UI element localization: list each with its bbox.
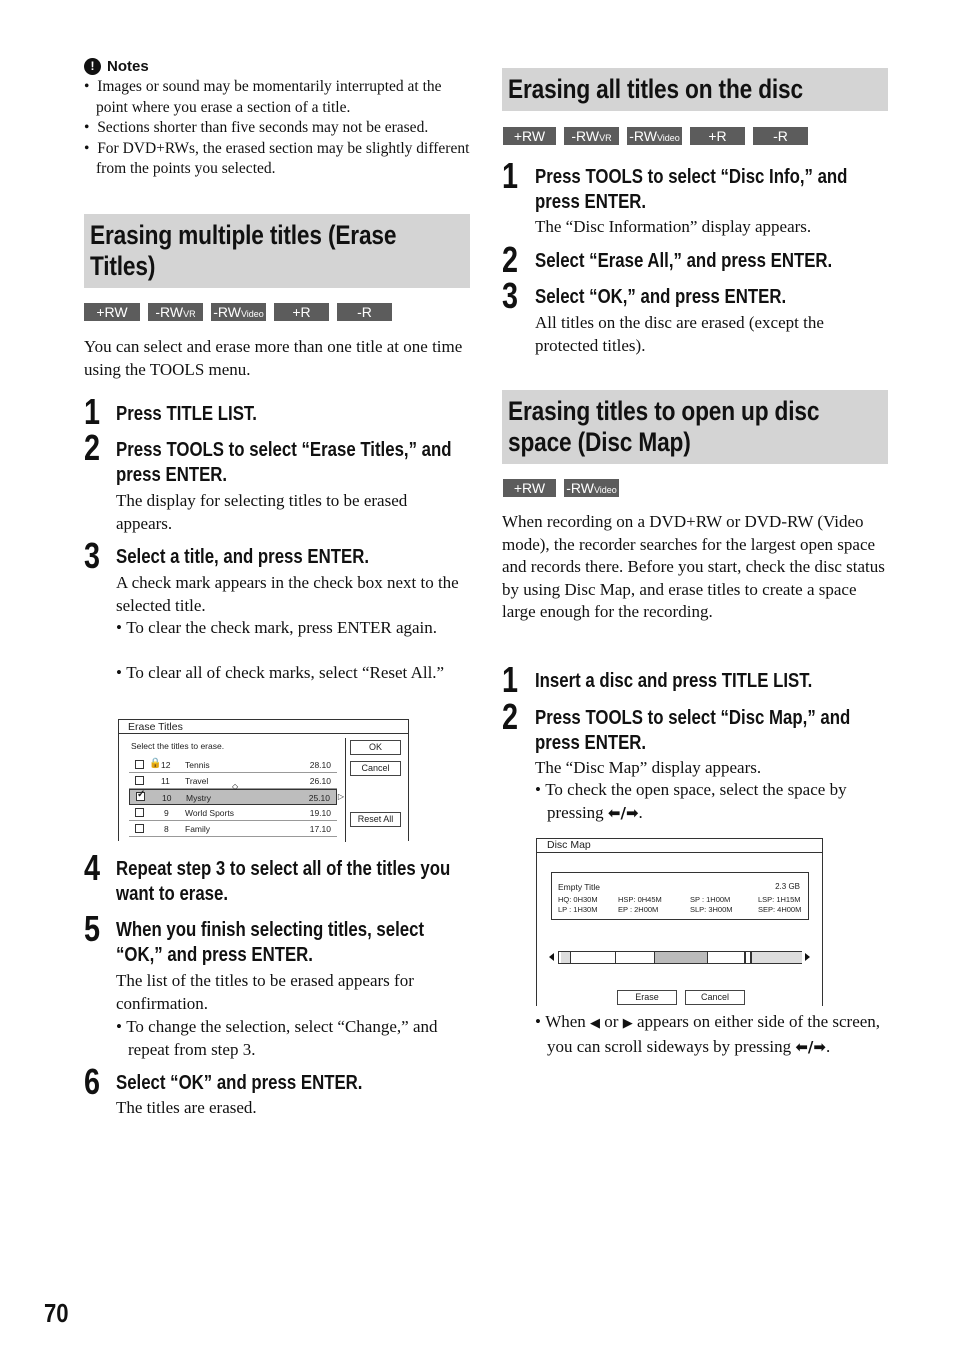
page-number: 70 [44,1298,69,1328]
table-row[interactable]: 9 World Sports 19.10 [129,805,337,821]
disc-map-screen [536,838,823,1006]
badge-minus-rw-video: -RWVideo [564,479,619,497]
step-title: Insert a disc and press TITLE LIST. [535,670,813,692]
step-number: 2 [502,239,519,280]
badge-minus-rw-video: -RWVideo [627,127,682,145]
step-number: 1 [84,391,101,432]
step-bullet: • To clear the check mark, press ENTER again. [116,618,438,637]
cancel-button[interactable]: Cancel [685,990,745,1005]
erase-button[interactable]: Erase [617,990,677,1005]
step-title: Press TITLE LIST. [116,403,257,425]
step-title: Select a title, and press ENTER. [116,546,370,568]
intro-multiple: You can select and erase more than one title at one time using the TOOLS menu. [84,337,463,379]
step-title: Press TOOLS to select “Disc Info,” and [535,166,848,188]
section-heading-map: Erasing titles to open up disc space (Disc Map) [502,390,888,464]
lock-icon: 🔒 [149,758,162,769]
step-body: All titles on the disc are erased (except the protected titles). [535,313,824,355]
table-row[interactable]: 🔒 12 Tennis 28.10 [129,757,337,773]
window-title: Disc Map [547,839,591,851]
checkbox-checked[interactable]: ✓ [137,789,146,800]
cancel-button[interactable]: Cancel [350,761,401,776]
ok-button[interactable]: OK [350,740,401,755]
step-bullet: • To change the selection, select “Change,” and repeat from step 3. [116,1017,438,1059]
badge-plus-r: +R [690,127,745,145]
step-number: 1 [502,659,519,700]
step-bullet: • To clear all of check marks, select “Reset All.” [116,663,445,682]
badge-plus-r: +R [274,303,329,321]
notes-block [84,58,474,180]
step-title: When you finish selecting titles, select “OK,” and press ENTER. [116,919,425,966]
badge-minus-rw-vr: -RWVR [564,127,619,145]
checkbox[interactable] [135,776,144,785]
step-number: 6 [84,1061,101,1102]
step-number: 3 [502,275,519,316]
step-body: The display for selecting titles to be erased appears. [116,491,408,533]
step-title: Select “OK,” and press ENTER. [535,286,787,308]
reset-all-button[interactable]: Reset All [350,812,401,827]
disc-badges-all [503,127,808,145]
table-row-selected[interactable]: ✓ 10 Mystry 25.10 ◇ ▷ [129,789,337,805]
badge-minus-rw-video: -RWVideo [211,303,266,321]
step-title: press ENTER. [535,191,647,213]
step-body: The “Disc Map” display appears. [535,758,762,777]
window-title: Erase Titles [128,721,183,733]
empty-title-panel: Empty Title 2.3 GB HQ: 0H30M HSP: 0H45M SP : 1H00M LSP: 1H15M LP : 1H30M EP : 2H00M SLP: 3H00M SEP: 4H00M [551,872,809,920]
step-bullet: • When ◀ or ▶ appears on either side of the screen, you can scroll sideways by pressing ⬅/➡. [535,1012,881,1056]
scroll-left-icon[interactable] [549,953,554,961]
step-bullet: • To check the open space, select the space by pressing ⬅/➡. [535,780,847,822]
selected-space [654,952,708,963]
step-number: 5 [84,908,101,949]
table-row[interactable]: 11 Travel 26.10 [129,773,337,789]
cursor-up-icon: ◇ [232,782,239,791]
note-item: • For DVD+RWs, the erased section may be slightly different from the points you selected. [84,139,470,177]
step-title: Select “Erase All,” and press ENTER. [535,250,833,272]
badge-minus-r: -R [753,127,808,145]
disc-bar[interactable] [558,951,802,964]
step-number: 3 [84,535,101,576]
badge-plus-rw: +RW [503,127,556,145]
step-title: Press TOOLS to select “Erase Titles,” and press ENTER. [116,439,452,486]
step-title: Press TOOLS to select “Disc Map,” and press ENTER. [535,707,851,754]
note-item: • Images or sound may be momentarily interrupted at the point where you erase a section of a title. [84,78,442,116]
badge-plus-rw: +RW [503,479,556,497]
checkbox[interactable] [135,760,144,769]
step-number: 2 [84,427,101,468]
disc-badges-map [503,479,619,497]
disc-badges-multiple [84,303,392,321]
badge-plus-rw: +RW [84,303,140,321]
checkbox[interactable] [135,824,144,833]
disc-size: 2.3 GB [775,882,800,891]
intro-map: When recording on a DVD+RW or DVD-RW (Video mode), the recorder searches for the largest open space and records there. Before you start, check the disc status by using Disc Map, and erase titles to create a space large enough for the recording. [502,512,885,621]
scroll-right-icon[interactable] [805,953,810,961]
step-title: Select “OK” and press ENTER. [116,1072,363,1094]
step-body: The titles are erased. [116,1098,257,1117]
notes-icon: ! [84,58,101,75]
erase-titles-screen [118,719,409,841]
step-title: Repeat step 3 to select all of the titles you want to erase. [116,858,451,905]
arrow-left-right-icon: ⬅/➡ [795,1037,826,1056]
triangle-right-icon: ▶ [622,1016,633,1031]
panel-title: Empty Title [558,882,601,892]
section-heading-all: Erasing all titles on the disc [502,68,888,111]
step-number: 1 [502,155,519,196]
step-number: 2 [502,696,519,737]
instruction-text: Select the titles to erase. [131,741,225,751]
step-number: 4 [84,847,101,888]
section-heading-multiple: Erasing multiple titles (Erase Titles) [84,214,470,288]
step-body: The list of the titles to be erased appears for confirmation. [116,971,414,1013]
note-item: • Sections shorter than five seconds may not be erased. [84,119,429,136]
badge-minus-rw-vr: -RWVR [148,303,203,321]
step-body: A check mark appears in the check box next to the selected title. [116,573,459,615]
triangle-left-icon: ◀ [590,1016,601,1031]
cursor-right-icon: ▷ [337,792,344,801]
badge-minus-r: -R [337,303,392,321]
notes-heading: Notes [107,58,149,75]
step-body: The “Disc Information” display appears. [535,217,812,236]
table-row[interactable]: 8 Family 17.10 [129,821,337,837]
arrow-left-right-icon: ⬅/➡ [607,803,639,822]
checkbox[interactable] [135,808,144,817]
